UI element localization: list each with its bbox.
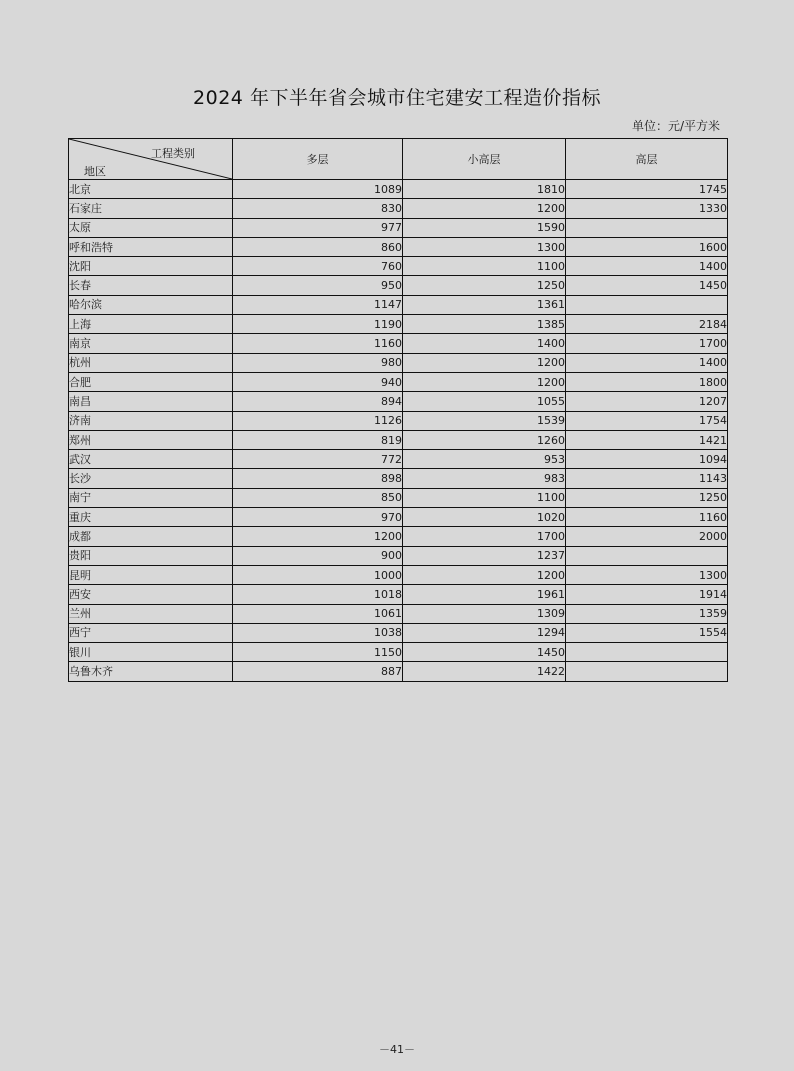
table-row (69, 180, 728, 199)
region-cell: 合肥 (69, 372, 233, 391)
value-cell-xiaogaoceng: 1700 (403, 527, 566, 546)
region-cell: 南京 (69, 334, 233, 353)
column-header-xiaogaoceng: 小高层 (403, 139, 566, 180)
value-cell-xiaogaoceng: 983 (403, 469, 566, 488)
value-cell-gaoceng: 1330 (566, 199, 728, 218)
column-header-gaoceng: 高层 (566, 139, 728, 180)
value-cell-xiaogaoceng: 1260 (403, 430, 566, 449)
value-cell-xiaogaoceng: 1539 (403, 411, 566, 430)
table-row (69, 276, 728, 295)
value-cell-duoceng: 1150 (233, 643, 403, 662)
region-cell: 西安 (69, 585, 233, 604)
value-cell-xiaogaoceng: 1385 (403, 315, 566, 334)
value-cell-duoceng: 898 (233, 469, 403, 488)
table-row (69, 508, 728, 527)
table-row (69, 430, 728, 449)
value-cell-gaoceng: 1094 (566, 450, 728, 469)
value-cell-xiaogaoceng: 1100 (403, 257, 566, 276)
value-cell-duoceng: 980 (233, 353, 403, 372)
value-cell-gaoceng: 1160 (566, 508, 728, 527)
region-cell: 上海 (69, 315, 233, 334)
value-cell-duoceng: 819 (233, 430, 403, 449)
region-cell: 长春 (69, 276, 233, 295)
table-row (69, 488, 728, 507)
table-row (69, 218, 728, 237)
value-cell-gaoceng (566, 546, 728, 565)
value-cell-xiaogaoceng: 1250 (403, 276, 566, 295)
table-row (69, 334, 728, 353)
value-cell-gaoceng: 1250 (566, 488, 728, 507)
table-row (69, 353, 728, 372)
value-cell-gaoceng: 1400 (566, 257, 728, 276)
value-cell-xiaogaoceng: 1020 (403, 508, 566, 527)
table-row (69, 411, 728, 430)
region-cell: 杭州 (69, 353, 233, 372)
value-cell-duoceng: 950 (233, 276, 403, 295)
value-cell-gaoceng: 1914 (566, 585, 728, 604)
region-cell: 南宁 (69, 488, 233, 507)
header-diagonal-cell (69, 139, 233, 180)
region-cell: 哈尔滨 (69, 295, 233, 314)
value-cell-duoceng: 850 (233, 488, 403, 507)
value-cell-gaoceng: 1745 (566, 180, 728, 199)
region-cell: 贵阳 (69, 546, 233, 565)
value-cell-xiaogaoceng: 1400 (403, 334, 566, 353)
value-cell-gaoceng: 1400 (566, 353, 728, 372)
value-cell-gaoceng (566, 643, 728, 662)
value-cell-xiaogaoceng: 1200 (403, 372, 566, 391)
table-row (69, 604, 728, 623)
value-cell-duoceng: 1126 (233, 411, 403, 430)
table-header-row (69, 139, 728, 180)
value-cell-gaoceng (566, 218, 728, 237)
table-row (69, 450, 728, 469)
value-cell-gaoceng (566, 662, 728, 681)
value-cell-duoceng: 1147 (233, 295, 403, 314)
value-cell-xiaogaoceng: 1200 (403, 353, 566, 372)
table-row (69, 662, 728, 681)
value-cell-gaoceng: 1421 (566, 430, 728, 449)
region-cell: 成都 (69, 527, 233, 546)
region-cell: 昆明 (69, 565, 233, 584)
region-cell: 济南 (69, 411, 233, 430)
value-cell-gaoceng: 1207 (566, 392, 728, 411)
region-cell: 北京 (69, 180, 233, 199)
region-cell: 西宁 (69, 623, 233, 642)
value-cell-duoceng: 1038 (233, 623, 403, 642)
value-cell-xiaogaoceng: 1200 (403, 565, 566, 584)
value-cell-xiaogaoceng: 1450 (403, 643, 566, 662)
table-row (69, 392, 728, 411)
value-cell-duoceng: 970 (233, 508, 403, 527)
page-title: 2024 年下半年省会城市住宅建安工程造价指标 (193, 87, 601, 109)
value-cell-gaoceng: 1143 (566, 469, 728, 488)
value-cell-xiaogaoceng: 1237 (403, 546, 566, 565)
table-row (69, 315, 728, 334)
table-row (69, 237, 728, 256)
table-row (69, 527, 728, 546)
value-cell-gaoceng: 1800 (566, 372, 728, 391)
value-cell-gaoceng: 2184 (566, 315, 728, 334)
region-cell: 武汉 (69, 450, 233, 469)
value-cell-gaoceng: 1359 (566, 604, 728, 623)
value-cell-gaoceng: 1450 (566, 276, 728, 295)
table-row (69, 199, 728, 218)
value-cell-duoceng: 860 (233, 237, 403, 256)
value-cell-duoceng: 1018 (233, 585, 403, 604)
value-cell-gaoceng: 1754 (566, 411, 728, 430)
header-category-label: 工程类别 (151, 147, 195, 160)
table-row (69, 565, 728, 584)
region-cell: 呼和浩特 (69, 237, 233, 256)
value-cell-duoceng: 1089 (233, 180, 403, 199)
value-cell-duoceng: 977 (233, 218, 403, 237)
value-cell-duoceng: 894 (233, 392, 403, 411)
value-cell-xiaogaoceng: 1200 (403, 199, 566, 218)
value-cell-duoceng: 830 (233, 199, 403, 218)
value-cell-gaoceng: 2000 (566, 527, 728, 546)
table-row (69, 372, 728, 391)
region-cell: 兰州 (69, 604, 233, 623)
table-row (69, 546, 728, 565)
region-cell: 银川 (69, 643, 233, 662)
value-cell-gaoceng: 1700 (566, 334, 728, 353)
value-cell-xiaogaoceng: 1810 (403, 180, 566, 199)
value-cell-xiaogaoceng: 1361 (403, 295, 566, 314)
table-row (69, 257, 728, 276)
table-row (69, 623, 728, 642)
region-cell: 太原 (69, 218, 233, 237)
region-cell: 重庆 (69, 508, 233, 527)
value-cell-xiaogaoceng: 1309 (403, 604, 566, 623)
table-body (69, 180, 728, 682)
table-row (69, 295, 728, 314)
column-header-duoceng: 多层 (233, 139, 403, 180)
value-cell-xiaogaoceng: 1300 (403, 237, 566, 256)
value-cell-duoceng: 1190 (233, 315, 403, 334)
page-number: －41－ (379, 1043, 415, 1056)
value-cell-xiaogaoceng: 1055 (403, 392, 566, 411)
value-cell-xiaogaoceng: 1422 (403, 662, 566, 681)
value-cell-xiaogaoceng: 1590 (403, 218, 566, 237)
cost-index-table (68, 138, 728, 682)
unit-label: 单位：元/平方米 (631, 119, 720, 133)
value-cell-duoceng: 1200 (233, 527, 403, 546)
region-cell: 郑州 (69, 430, 233, 449)
value-cell-gaoceng: 1554 (566, 623, 728, 642)
value-cell-gaoceng (566, 295, 728, 314)
value-cell-duoceng: 760 (233, 257, 403, 276)
table-row (69, 469, 728, 488)
value-cell-duoceng: 772 (233, 450, 403, 469)
value-cell-duoceng: 1160 (233, 334, 403, 353)
value-cell-gaoceng: 1300 (566, 565, 728, 584)
value-cell-xiaogaoceng: 1100 (403, 488, 566, 507)
value-cell-xiaogaoceng: 1961 (403, 585, 566, 604)
value-cell-duoceng: 887 (233, 662, 403, 681)
value-cell-gaoceng: 1600 (566, 237, 728, 256)
value-cell-duoceng: 1061 (233, 604, 403, 623)
value-cell-duoceng: 900 (233, 546, 403, 565)
value-cell-xiaogaoceng: 1294 (403, 623, 566, 642)
region-cell: 南昌 (69, 392, 233, 411)
region-cell: 沈阳 (69, 257, 233, 276)
value-cell-duoceng: 1000 (233, 565, 403, 584)
region-cell: 乌鲁木齐 (69, 662, 233, 681)
table-row (69, 585, 728, 604)
header-region-label: 地区 (84, 165, 106, 178)
value-cell-duoceng: 940 (233, 372, 403, 391)
table-row (69, 643, 728, 662)
region-cell: 长沙 (69, 469, 233, 488)
value-cell-xiaogaoceng: 953 (403, 450, 566, 469)
region-cell: 石家庄 (69, 199, 233, 218)
